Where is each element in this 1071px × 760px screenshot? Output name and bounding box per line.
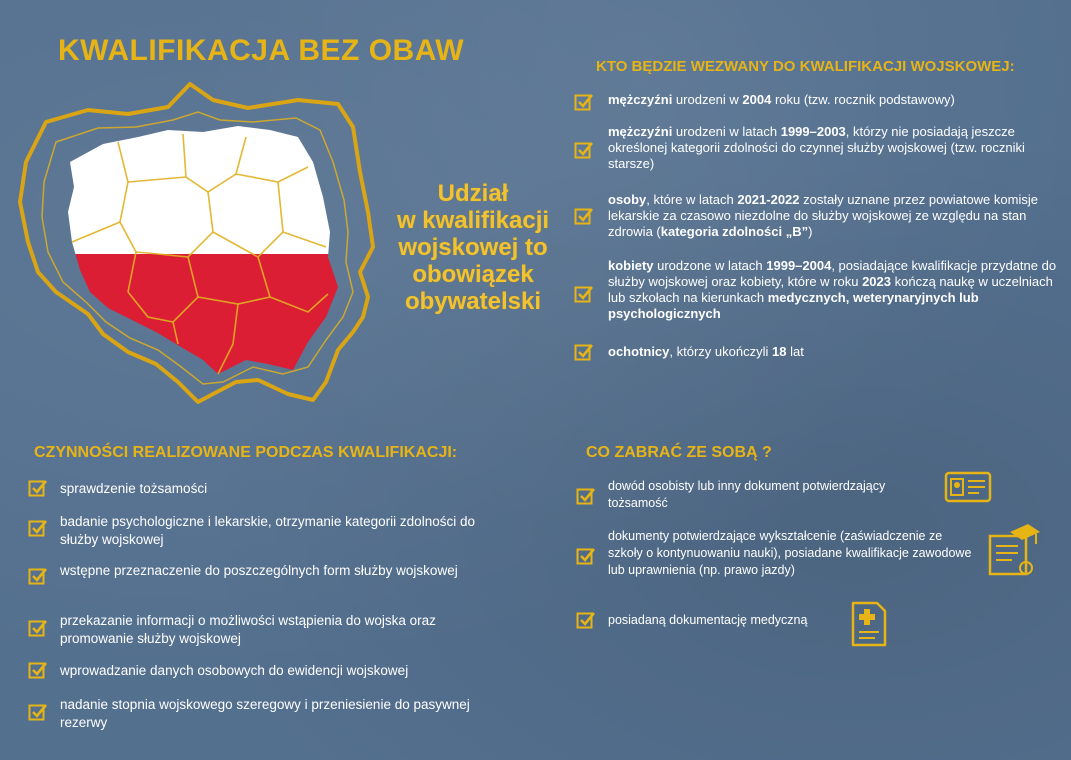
checkbox-icon bbox=[576, 546, 596, 566]
text-run: zostały uznane przez powiatowe komisje lekarskie za czasowo niezdolne do służby wojskowej ze względu na stan zdrowia ( bbox=[608, 192, 1038, 239]
diploma-icon bbox=[986, 522, 1042, 580]
activity-item: wprowadzanie danych osobowych do ewidencji wojskowej bbox=[60, 663, 409, 678]
text-run: urodzeni w bbox=[672, 92, 743, 107]
who-item bbox=[608, 344, 1063, 360]
bold-text-run: 18 bbox=[772, 344, 787, 359]
medical-document-icon bbox=[850, 600, 888, 648]
who-item bbox=[608, 92, 1063, 108]
checkbox-icon bbox=[28, 566, 48, 586]
bold-text-run: 1999–2004 bbox=[766, 258, 832, 273]
activity-item: przekazanie informacji o możliwości wstąpienia do wojska oraz promowanie służby wojskowej bbox=[60, 613, 436, 646]
checkbox-icon bbox=[28, 660, 48, 680]
who-section-title: KTO BĘDZIE WEZWANY DO KWALIFIKACJI WOJSKOWEJ: bbox=[596, 58, 1015, 75]
bold-text-run: mężczyźni bbox=[608, 92, 673, 107]
bring-item: dowód osobisty lub inny dokument potwierdzający tożsamość bbox=[608, 479, 886, 510]
who-item bbox=[608, 124, 1063, 172]
slogan-line: obowiązek bbox=[412, 261, 534, 288]
activity-item: badanie psychologiczne i lekarskie, otrzymanie kategorii zdolności do służby wojskowej bbox=[60, 514, 475, 547]
checkbox-icon bbox=[574, 92, 594, 112]
bold-text-run: ochotnicy bbox=[608, 344, 670, 359]
bring-item: dokumenty potwierdzające wykształcenie (zaświadczenie ze szkoły o kontynuowaniu nauki), posiadane kwalifikacje zawodowe lub uprawnienia (np. prawo jazdy) bbox=[608, 529, 972, 577]
text-run: , posiadające kwalifikacje przydatne do służby wojskowej oraz kobiety, które w roku bbox=[608, 258, 1057, 289]
checkbox-icon bbox=[574, 284, 594, 304]
checkbox-icon bbox=[28, 518, 48, 538]
text-run: kończą naukę w uczelniach lub szkołach na kierunkach bbox=[608, 274, 1053, 305]
slogan-line: w kwalifikacji bbox=[396, 207, 550, 234]
bold-text-run: mężczyźni bbox=[608, 124, 673, 139]
bold-text-run: medycznych, weterynaryjnych lub psychologicznych bbox=[608, 290, 979, 321]
id-card-icon bbox=[944, 470, 994, 504]
who-item bbox=[608, 258, 1063, 322]
checkbox-icon bbox=[574, 206, 594, 226]
flag-white-band bbox=[8, 82, 378, 254]
slogan bbox=[378, 180, 568, 315]
bold-text-run: 2004 bbox=[742, 92, 772, 107]
activities-section-title: CZYNNOŚCI REALIZOWANE PODCZAS KWALIFIKACJI: bbox=[34, 444, 458, 461]
text-run: , które w latach bbox=[646, 192, 738, 207]
slogan-line: wojskowej to bbox=[398, 234, 548, 261]
activity-item: nadanie stopnia wojskowego szeregowy i przeniesienie do pasywnej rezerwy bbox=[60, 697, 470, 730]
text-run: roku (tzw. rocznik podstawowy) bbox=[771, 92, 955, 107]
bold-text-run: osoby bbox=[608, 192, 647, 207]
bring-section-title: CO ZABRAĆ ZE SOBĄ ? bbox=[586, 444, 772, 461]
checkbox-icon bbox=[576, 610, 596, 630]
bold-text-run: kategoria zdolności „B” bbox=[660, 224, 809, 239]
activity-item: sprawdzenie tożsamości bbox=[60, 481, 208, 496]
checkbox-icon bbox=[576, 486, 596, 506]
text-run: lat bbox=[786, 344, 804, 359]
slogan-line: Udział bbox=[437, 180, 509, 207]
who-item bbox=[608, 192, 1063, 240]
main-title: KWALIFIKACJA BEZ OBAW bbox=[58, 34, 465, 67]
poland-map-graphic bbox=[8, 82, 378, 422]
text-run: , którzy nie posiadają jeszcze określonej kategorii zdolności do czynnej służby wojskowej (tzw. roczniki starsze) bbox=[608, 124, 1025, 171]
text-run: urodzone w latach bbox=[653, 258, 767, 273]
text-run: urodzeni w latach bbox=[672, 124, 781, 139]
checkbox-icon bbox=[28, 478, 48, 498]
bold-text-run: kobiety bbox=[608, 258, 654, 273]
text-run: , którzy ukończyli bbox=[669, 344, 772, 359]
checkbox-icon bbox=[28, 702, 48, 722]
checkbox-icon bbox=[574, 342, 594, 362]
bold-text-run: 1999–2003 bbox=[780, 124, 846, 139]
bold-text-run: 2023 bbox=[862, 274, 891, 289]
checkbox-icon bbox=[28, 618, 48, 638]
activity-item: wstępne przeznaczenie do poszczególnych form służby wojskowej bbox=[60, 563, 458, 578]
slogan-line: obywatelski bbox=[404, 288, 542, 315]
text-run: ) bbox=[808, 224, 813, 239]
bold-text-run: 2021-2022 bbox=[737, 192, 800, 207]
bring-item: posiadaną dokumentację medyczną bbox=[608, 613, 808, 627]
checkbox-icon bbox=[574, 140, 594, 160]
